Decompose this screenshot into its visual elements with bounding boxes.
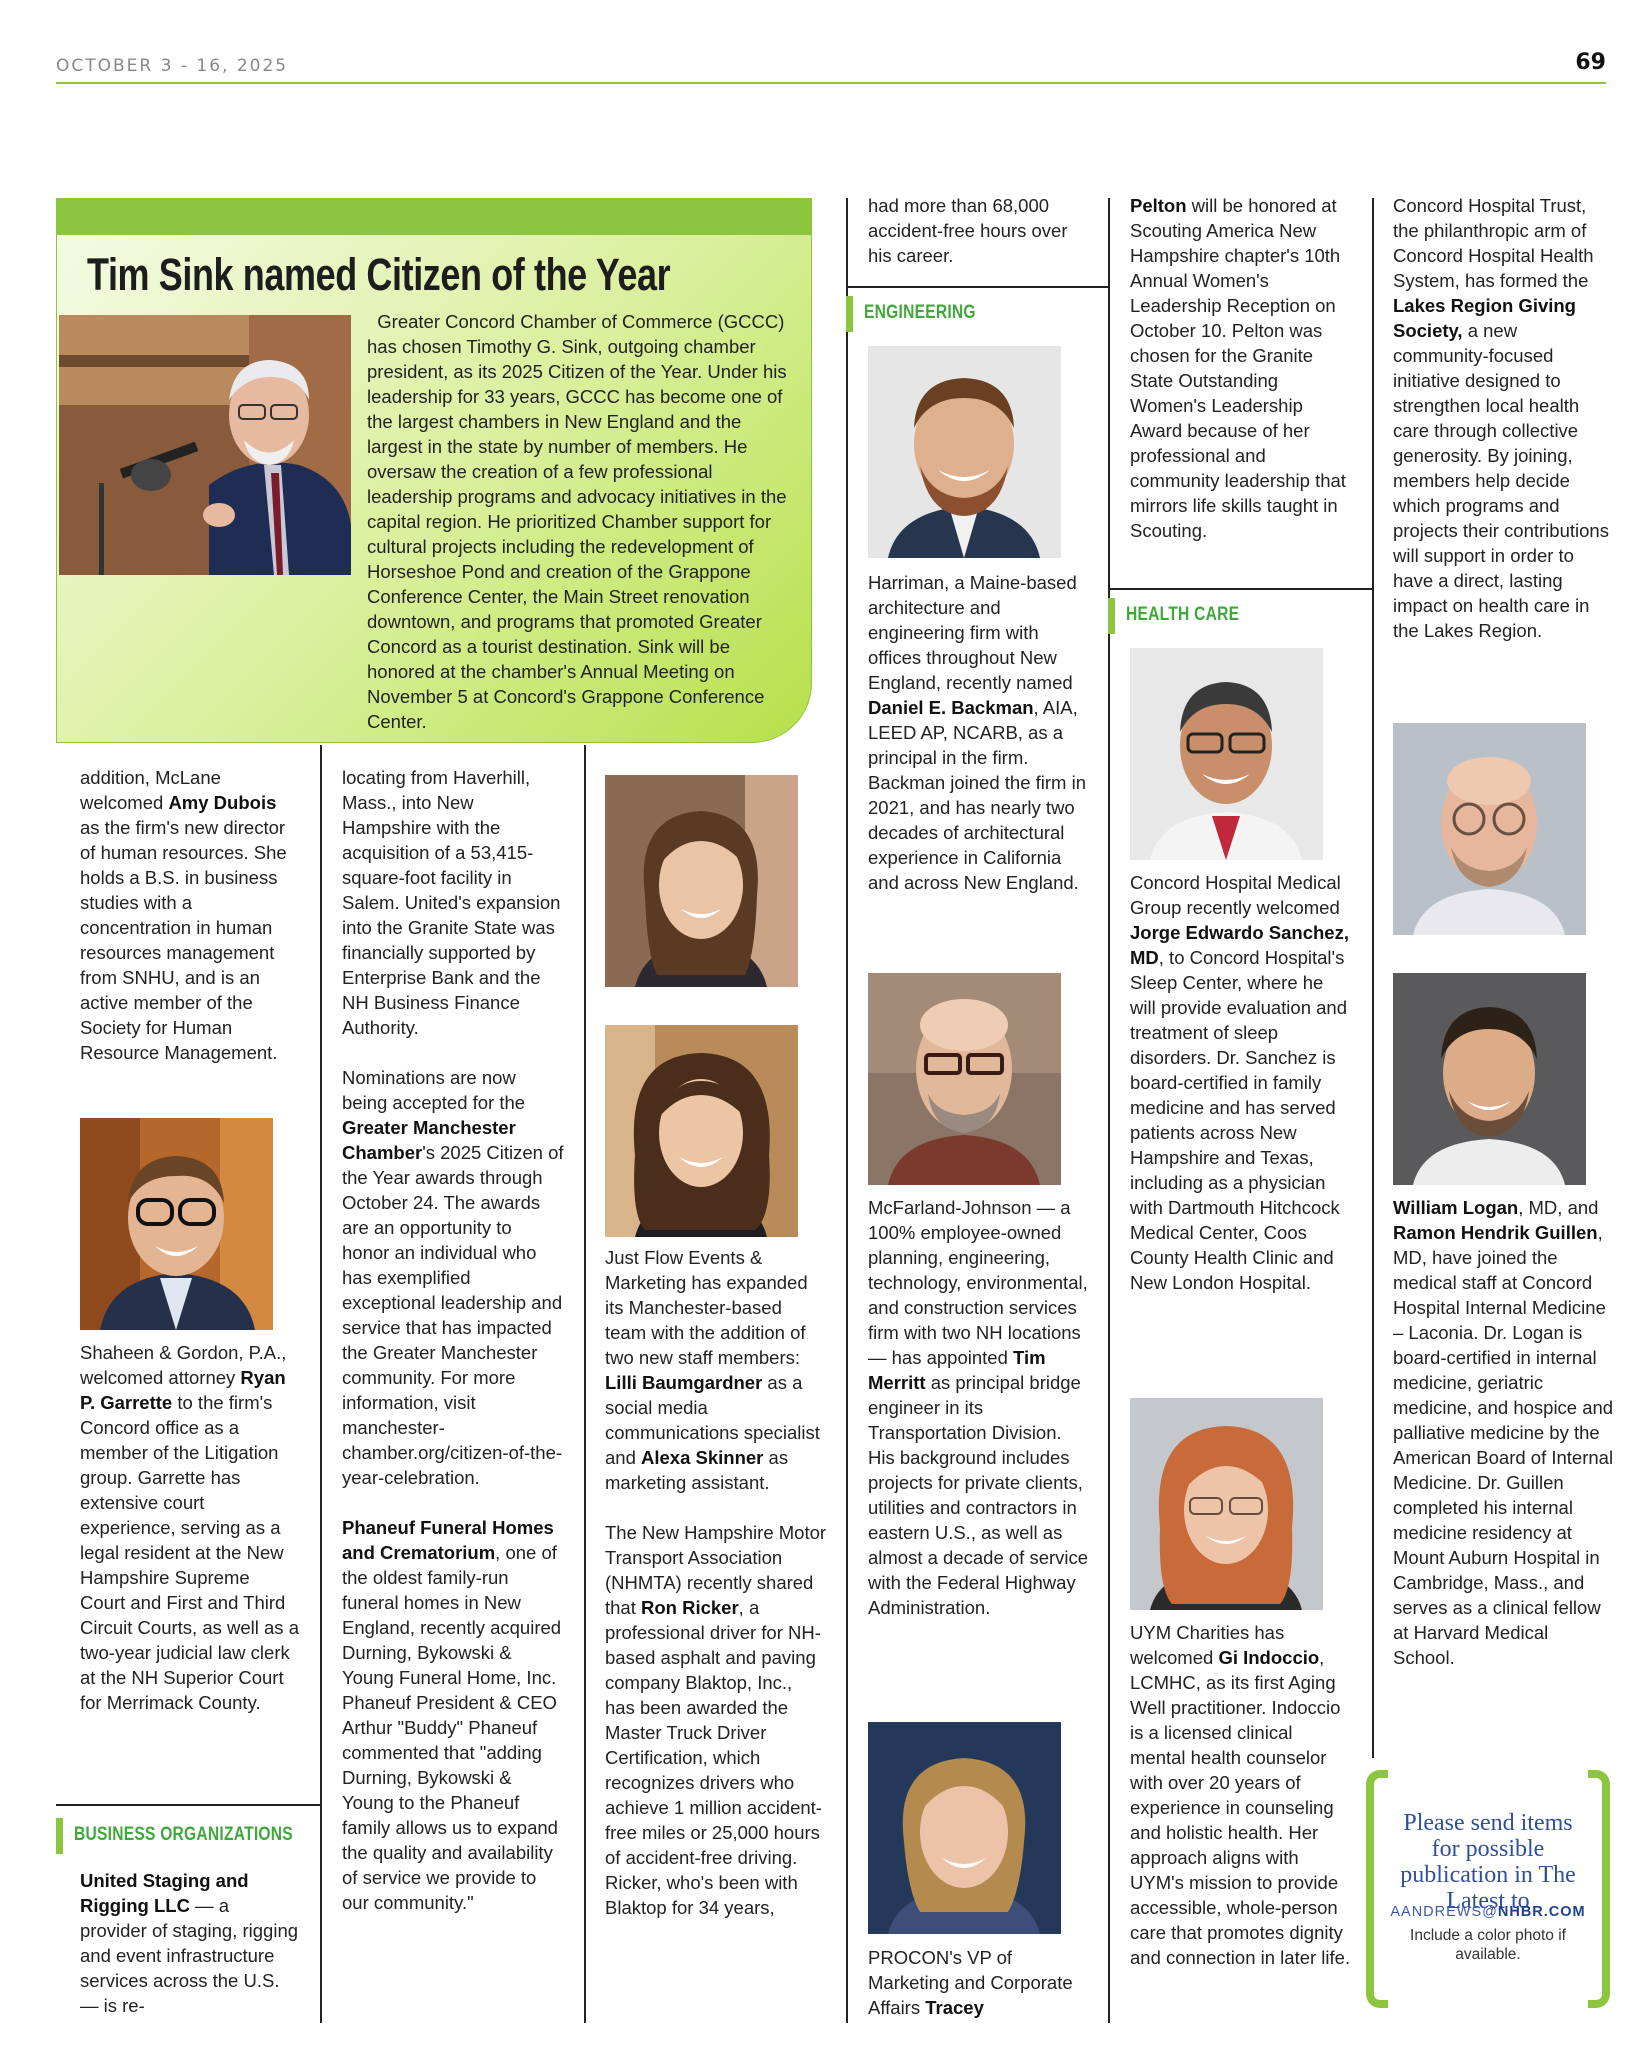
- person-name: Ramon Hendrik Guillen: [1393, 1222, 1598, 1243]
- manchester-chamber-item: Nominations are now being accepted for the Greater Manchester Chamber's 2025 Citizen of the Year awards through October 24. The awards are an opportunity to honor an individual who has exemplified exceptional leadership and service that has impacted the Greater Manchester community. For more information, visit manchester-chamber.org/citizen-of-the-year-celebration.: [342, 1067, 564, 1488]
- shaheen-gordon-item: Shaheen & Gordon, P.A., welcomed attorney Ryan P. Garrette to the firm's Concord office as a member of the Litigation group. Garrette has extensive court experience, serving as a legal resident at the New Hampshire Supreme Court and First and Third Circuit Courts, as well as a two-year judicial law clerk at the NH Superior Court for Merrimack County.: [80, 1342, 299, 1713]
- ramon-guillen-photo: [1393, 973, 1586, 1185]
- concord-hospital-medical-group-item: Concord Hospital Medical Group recently welcomed Jorge Edwardo Sanchez, MD, to Concord Hospital's Sleep Center, where he will provide evaluation and treatment of sleep disorders. Dr. Sanchez is board-certified in family medicine and has served patients across New Hampshire and Texas, including as a physician with Dartmouth Hitchcock Medical Center, Coos County Health Clinic and New London Hospital.: [1130, 872, 1349, 1293]
- feature-top-bar: [57, 199, 811, 235]
- ricker-continued: had more than 68,000 accident-free hours over his career.: [868, 195, 1068, 266]
- nhmta-item: The New Hampshire Motor Transport Association (NHMTA) recently shared that Ron Ricker, a professional driver for NH-based asphalt and paving company Blaktop, Inc., has been awarded the Master Truck Driver Certification, which recognizes drivers who achieve 1 million accident-free miles or 25,000 hours of accident-free driving. Ricker, who's been with Blaktop for 34 years,: [605, 1522, 827, 1918]
- william-logan-photo: [1393, 723, 1586, 935]
- section-engineering: [846, 296, 1108, 332]
- alexa-skinner-photo: [605, 1025, 798, 1237]
- united-staging-item: United Staging and Rigging LLC — a provider of staging, rigging and event infrastructure services across the U.S. — is re-: [80, 1870, 299, 2016]
- column-5-top: [1130, 193, 1352, 543]
- tracey-pelton-photo: [868, 1722, 1061, 1934]
- lakes-region-giving-item: Concord Hospital Trust, the philanthropic arm of Concord Hospital Health System, has formed the Lakes Region Giving Society, a new community-focused initiative designed to strengthen local health care through collective generosity. By joining, members help decide which programs and projects their contributions will support in order to have a direct, lasting impact on health care in the Lakes Region.: [1393, 195, 1609, 641]
- column-4-bottom: [868, 1945, 1090, 2020]
- column-1-middle: [80, 1340, 300, 1715]
- section-rule: [56, 1804, 320, 1806]
- section-rule: [846, 286, 1108, 288]
- daniel-backman-photo: [868, 346, 1061, 558]
- united-staging-continued: locating from Haverhill, Mass., into New Hampshire with the acquisition of a 53,415-square-foot facility in Salem. United's expansion into the Granite State was financially supported by Enterprise Bank and the NH Business Finance Authority.: [342, 767, 561, 1038]
- column-2: [342, 765, 564, 1915]
- column-3: [605, 1245, 827, 1920]
- company-name: Phaneuf Funeral Homes and Crematorium: [342, 1517, 554, 1563]
- column-5-middle: [1130, 870, 1352, 1295]
- section-bar: [1108, 598, 1115, 634]
- column-1-top: [80, 765, 300, 1065]
- header-rule: [56, 82, 1606, 84]
- lilli-baumgardner-photo: [605, 775, 798, 987]
- person-name: Ryan P. Garrette: [80, 1367, 286, 1413]
- procon-item: PROCON's VP of Marketing and Corporate Affairs Tracey: [868, 1947, 1073, 2018]
- column-4-lower: [868, 1195, 1090, 1620]
- tim-sink-photo: [59, 315, 351, 575]
- person-name: Alexa Skinner: [641, 1447, 764, 1468]
- column-6-bottom: [1393, 1195, 1615, 1670]
- ryan-garrette-photo: [80, 1118, 273, 1330]
- section-label: HEALTH CARE: [1126, 604, 1240, 625]
- person-name: Daniel E. Backman: [868, 697, 1034, 718]
- column-rule: [846, 198, 848, 2023]
- column-rule: [584, 745, 586, 2023]
- column-5-bottom: [1130, 1620, 1352, 1970]
- callout-message: Please send items for possible publication in The Latest to: [1400, 1810, 1576, 1914]
- person-name: Ron Ricker: [641, 1597, 739, 1618]
- org-name: Greater Manchester Chamber: [342, 1117, 516, 1163]
- person-name: Tim Merritt: [868, 1347, 1046, 1393]
- section-rule: [1108, 588, 1372, 590]
- gi-indoccio-photo: [1130, 1398, 1323, 1610]
- callout-note: Include a color photo if available.: [1410, 1927, 1566, 1963]
- submission-callout: [1366, 1770, 1610, 1992]
- right-bracket: [1588, 1770, 1610, 2008]
- person-name: Gi Indoccio: [1218, 1647, 1320, 1668]
- org-name: Lakes Region Giving Society,: [1393, 295, 1576, 341]
- mcfarland-johnson-item: McFarland-Johnson — a 100% employee-owned planning, engineering, technology, environmental, and construction services firm with two NH locations — has appointed Tim Merritt as principal bridge engineer in its Transportation Division. His background includes projects for private clients, utilities and contractors in eastern U.S., as well as almost a decade of service with the Federal Highway Administration.: [868, 1197, 1089, 1618]
- column-4-top: [868, 193, 1090, 268]
- callout-email-link[interactable]: AANDREWS@NHBR.COM: [1390, 1904, 1586, 1920]
- section-bar: [846, 296, 853, 332]
- pelton-item: Pelton will be honored at Scouting America New Hampshire chapter's 10th Annual Women's Leadership Reception on October 10. Pelton was chosen for the Granite State Outstanding Women's Leadership Award because of her professional and community leadership that mirrors life skills taught in Scouting.: [1130, 195, 1346, 541]
- column-rule: [320, 745, 322, 2023]
- section-label: BUSINESS ORGANIZATIONS: [74, 1824, 293, 1845]
- section-health-care: [1108, 598, 1372, 634]
- feature-headline: Tim Sink named Citizen of the Year: [87, 249, 671, 300]
- person-name: Tracey: [925, 1997, 984, 2018]
- feature-text: Greater Concord Chamber of Commerce (GCCC) has chosen Timothy G. Sink, outgoing chamber president, as its 2025 Citizen of the Year. Under his leadership for 33 years, GCCC has become one of the largest chambers in New England and the largest in the state by number of members. He oversaw the creation of a few professional leadership programs and advocacy initiatives in the capital region. He prioritized Chamber support for cultural projects including the redevelopment of Horseshoe Pond and creation of the Grappone Conference Center, the Main Street renovation downtown, and programs that promoted Greater Concord as a tourist destination. Sink will be honored at the chamber's Annual Meeting on November 5 at Concord's Grappone Conference Center.: [367, 311, 787, 732]
- person-name: Amy Dubois: [168, 792, 277, 813]
- column-4-middle: [868, 570, 1090, 895]
- harriman-item: Harriman, a Maine-based architecture and engineering firm with offices throughout New England, recently named Daniel E. Backman, AIA, LEED AP, NCARB, as a principal in the firm. Backman joined the firm in 2021, and has nearly two decades of architectural experience in California and across New England.: [868, 572, 1086, 893]
- column-rule: [1108, 198, 1110, 2023]
- uym-charities-item: UYM Charities has welcomed Gi Indoccio, LCMHC, as its first Aging Well practitioner. Indoccio is a licensed clinical mental health counselor with over 20 years of experience in counseling and holistic health. Her approach aligns with UYM's mission to provide accessible, whole-person care that promotes dignity and connection in later life.: [1130, 1622, 1351, 1968]
- just-flow-item: Just Flow Events & Marketing has expanded its Manchester-based team with the addition of two new staff members: Lilli Baumgardner as a social media communications specialist and Alexa Skinner as marketing assistant.: [605, 1247, 820, 1493]
- concord-hospital-internal-medicine-item: William Logan, MD, and Ramon Hendrik Guillen, MD, have joined the medical staff at Concord Hospital Internal Medicine – Laconia. Dr. Logan is board-certified in internal medicine, geriatric medicine, and hospice and palliative medicine by the American Board of Internal Medicine. Dr. Guillen completed his internal medicine residency at Mount Auburn Hospital in Cambridge, Mass., and serves as a clinical fellow at Harvard Medical School.: [1393, 1197, 1614, 1668]
- section-label: ENGINEERING: [864, 302, 976, 323]
- person-name: William Logan: [1393, 1197, 1519, 1218]
- person-name: Pelton: [1130, 195, 1187, 216]
- mclane-item: addition, McLane welcomed Amy Dubois as the firm's new director of human resources. She holds a B.S. in business studies with a concentration in human resources management from SNHU, and is an active member of the Society for Human Resource Management.: [80, 767, 287, 1063]
- left-bracket: [1366, 1770, 1388, 2008]
- tim-merritt-photo: [868, 973, 1061, 1185]
- section-business-organizations: [56, 1818, 320, 1854]
- person-name: Jorge Edwardo Sanchez, MD: [1130, 922, 1349, 968]
- phaneuf-item: Phaneuf Funeral Homes and Crematorium, one of the oldest family-run funeral homes in New England, recently acquired Durning, Bykowski & Young Funeral Home, Inc. Phaneuf President & CEO Arthur "Buddy" Phaneuf commented that "adding Durning, Bykowski & Young to the Phaneuf family allows us to expand the quality and availability of service we provide to our community.": [342, 1517, 562, 1913]
- column-6-top: [1393, 193, 1615, 643]
- feature-box: [56, 198, 812, 743]
- column-rule: [1372, 198, 1374, 1758]
- jorge-sanchez-photo: [1130, 648, 1323, 860]
- issue-date: OCTOBER 3 - 16, 2025: [56, 56, 289, 76]
- page-number: 69: [1575, 50, 1606, 75]
- company-name: United Staging and Rigging LLC: [80, 1870, 249, 1916]
- column-1-bottom: [80, 1868, 300, 2018]
- section-bar: [56, 1818, 63, 1854]
- person-name: Lilli Baumgardner: [605, 1372, 763, 1393]
